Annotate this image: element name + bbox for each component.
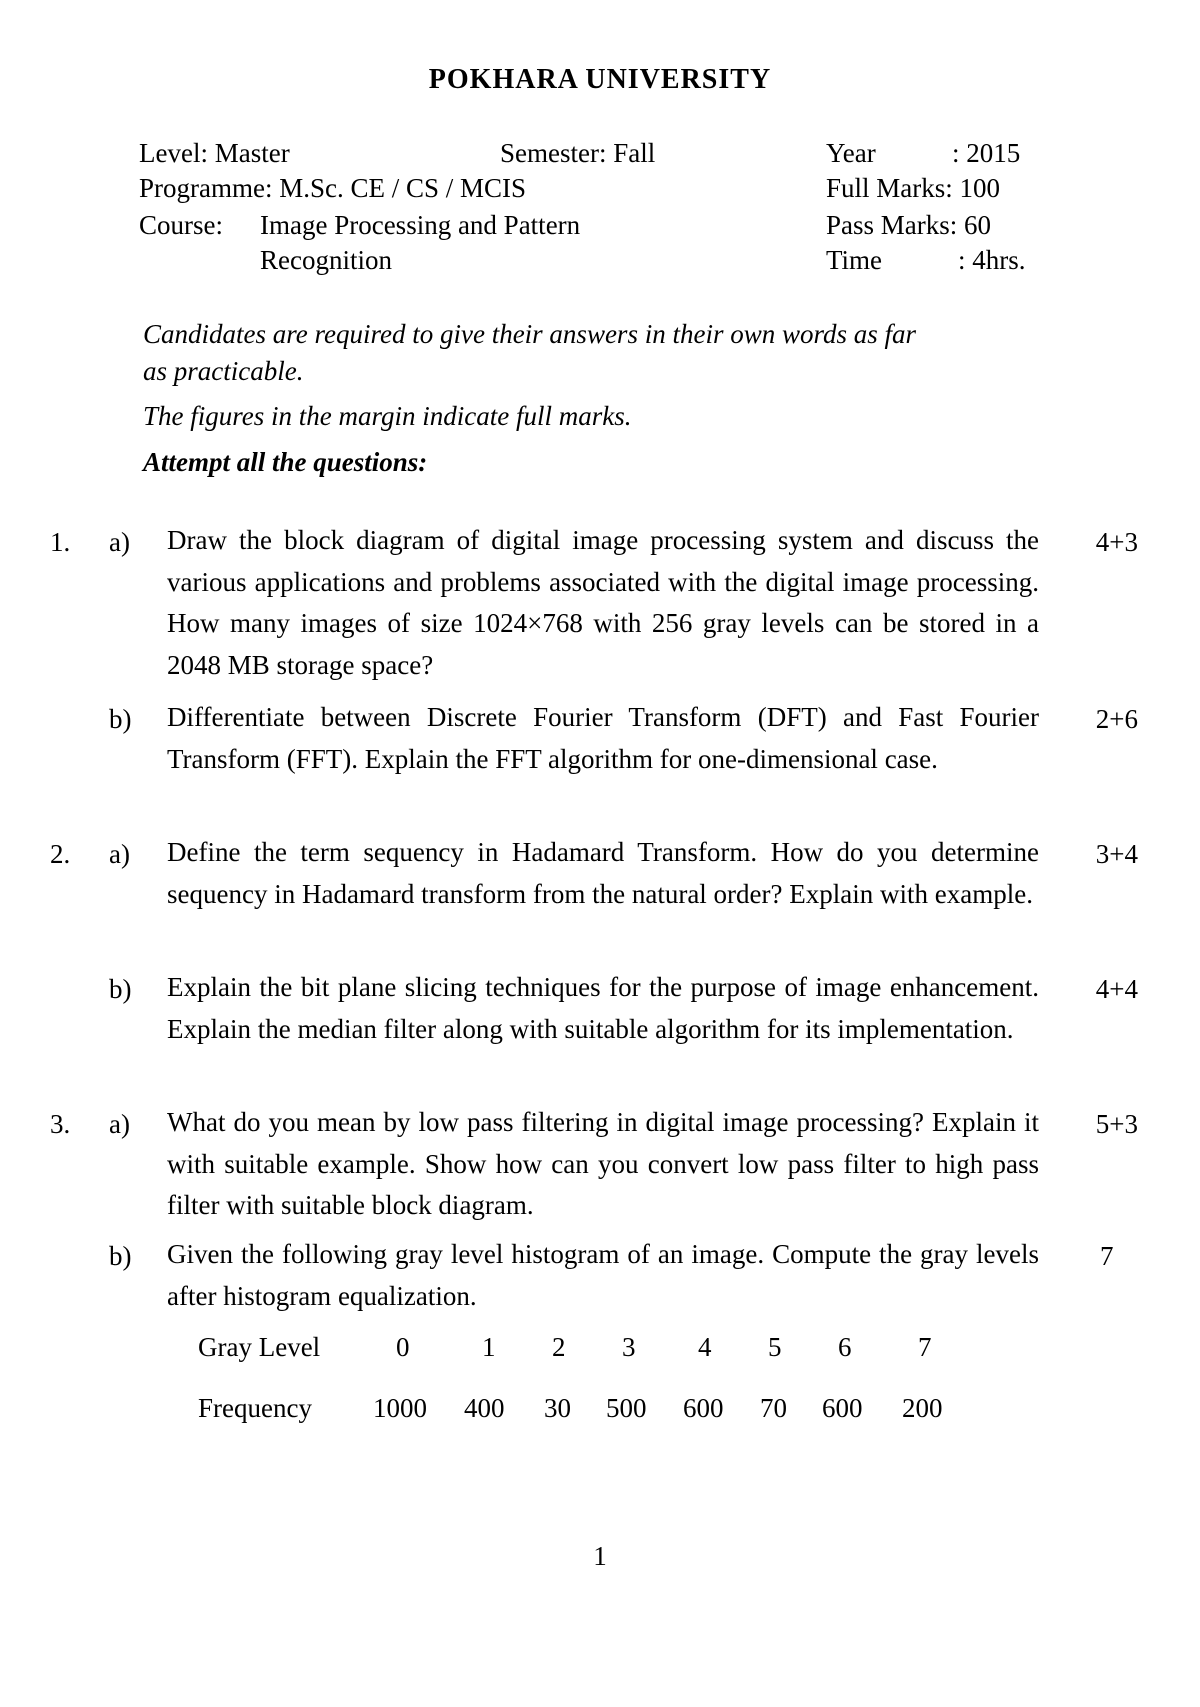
question-text: What do you mean by low pass filtering in digital image processing? Explain it with suitable example. Show how can you convert low pass filter to high pass filter with suitable block diagram. xyxy=(167,1107,1039,1220)
table-cell: 4 xyxy=(698,1332,712,1362)
question-number: 1. xyxy=(50,527,71,557)
question-part-label: a) xyxy=(109,527,130,557)
table-cell: 1 xyxy=(482,1332,496,1362)
course-name-line1: Image Processing and Pattern xyxy=(260,210,581,240)
instruction-line: The figures in the margin indicate full marks. xyxy=(143,401,632,431)
year-value: : 2015 xyxy=(952,138,1021,168)
question-marks: 2+6 xyxy=(1095,704,1138,734)
instruction-line: Candidates are required to give their answers in their own words as far xyxy=(143,319,916,349)
table-cell: 0 xyxy=(396,1332,410,1362)
question-number: 3. xyxy=(50,1109,71,1139)
table-cell: 5 xyxy=(768,1332,782,1362)
table-row-label: Frequency xyxy=(198,1393,312,1423)
question-part-label: b) xyxy=(109,704,132,734)
table-cell: 30 xyxy=(544,1393,571,1423)
table-cell: 200 xyxy=(902,1393,943,1423)
question-text: Define the term sequency in Hadamard Transform. How do you determine sequency in Hadamard transform from the natural order? Explain with example. xyxy=(167,837,1039,909)
question-text: Explain the bit plane slicing techniques for the purpose of image enhancement. Explain the median filter along with suitable algorithm for its implementation. xyxy=(167,972,1039,1044)
pass-marks-field: Pass Marks: 60 xyxy=(826,210,992,240)
question-marks: 7 xyxy=(1100,1241,1114,1271)
table-cell: 500 xyxy=(606,1393,647,1423)
question-text: Differentiate between Discrete Fourier Transform (DFT) and Fast Fourier Transform (FFT). Explain the FFT algorithm for one-dimensional case. xyxy=(167,702,1039,774)
course-label: Course: xyxy=(139,210,223,240)
question-marks: 4+4 xyxy=(1095,974,1138,1004)
table-cell: 600 xyxy=(822,1393,863,1423)
question-marks: 3+4 xyxy=(1095,839,1138,869)
level-field: Level: Master xyxy=(139,138,290,168)
full-marks-field: Full Marks: 100 xyxy=(826,173,1001,203)
time-label: Time xyxy=(826,245,883,275)
table-cell: 2 xyxy=(552,1332,566,1362)
question-marks: 5+3 xyxy=(1095,1109,1138,1139)
semester-field: Semester: Fall xyxy=(500,138,656,168)
table-cell: 6 xyxy=(838,1332,852,1362)
table-cell: 600 xyxy=(683,1393,724,1423)
university-title: POKHARA UNIVERSITY xyxy=(428,64,772,95)
instruction-line: as practicable. xyxy=(143,356,304,386)
question-part-label: b) xyxy=(109,1241,132,1271)
question-part-label: a) xyxy=(109,1109,130,1139)
table-cell: 1000 xyxy=(373,1393,427,1423)
question-text: Draw the block diagram of digital image processing system and discuss the various applications and problems associated with the digital image processing. How many images of size 1024×768 with 256 gray levels can be stored in a 2048 MB storage space? xyxy=(167,525,1039,680)
question-part-label: b) xyxy=(109,974,132,1004)
table-cell: 400 xyxy=(464,1393,505,1423)
year-label: Year xyxy=(826,138,876,168)
time-value: : 4hrs. xyxy=(958,245,1026,275)
page-number: 1 xyxy=(593,1541,607,1571)
table-cell: 7 xyxy=(918,1332,932,1362)
table-cell: 70 xyxy=(760,1393,787,1423)
question-text: Given the following gray level histogram of an image. Compute the gray levels after histogram equalization. xyxy=(167,1239,1039,1311)
table-row-label: Gray Level xyxy=(198,1332,321,1362)
question-marks: 4+3 xyxy=(1095,527,1138,557)
programme-field: Programme: M.Sc. CE / CS / MCIS xyxy=(139,173,527,203)
course-name-line2: Recognition xyxy=(260,245,392,275)
question-part-label: a) xyxy=(109,839,130,869)
instruction-attempt-all: Attempt all the questions: xyxy=(143,447,428,477)
question-number: 2. xyxy=(50,839,71,869)
table-cell: 3 xyxy=(622,1332,636,1362)
